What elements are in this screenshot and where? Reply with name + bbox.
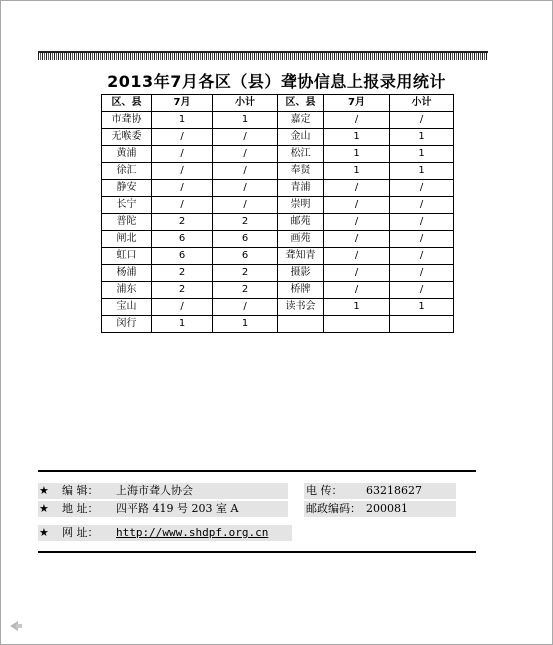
table-body [102, 112, 454, 333]
july-cell: / [324, 231, 390, 248]
july-cell: / [324, 112, 390, 129]
district-cell: 宝山 [102, 299, 152, 316]
district-cell: 奉贤 [278, 163, 324, 180]
district-cell: 杨浦 [102, 265, 152, 282]
district-cell: 徐汇 [102, 163, 152, 180]
district-cell: 黄浦 [102, 146, 152, 163]
district-cell: 静安 [102, 180, 152, 197]
july-cell: 1 [324, 129, 390, 146]
subtotal-cell: / [213, 146, 278, 163]
subtotal-cell: / [390, 248, 454, 265]
district-cell: 金山 [278, 129, 324, 146]
table-header-row [102, 95, 454, 112]
subtotal-cell [390, 316, 454, 333]
address-label: 地 址： [62, 502, 99, 515]
subtotal-cell: / [390, 180, 454, 197]
district-cell: 读书会 [278, 299, 324, 316]
july-cell: 6 [152, 248, 213, 265]
subtotal-cell: / [213, 197, 278, 214]
july-cell: 1 [152, 316, 213, 333]
july-cell: 2 [152, 214, 213, 231]
july-cell: / [152, 299, 213, 316]
july-cell: 2 [152, 265, 213, 282]
subtotal-cell: / [390, 231, 454, 248]
subtotal-cell: 2 [213, 214, 278, 231]
postcode-label: 邮政编码： [306, 502, 361, 515]
footer-bottom-rule [38, 551, 476, 553]
header-rule-cap [38, 51, 488, 53]
subtotal-cell: / [390, 265, 454, 282]
july-cell: / [152, 129, 213, 146]
july-cell: / [324, 197, 390, 214]
district-cell: 普陀 [102, 214, 152, 231]
header-district: 区、县 [102, 95, 152, 112]
subtotal-cell: 1 [390, 299, 454, 316]
table-row [102, 231, 454, 248]
july-cell: / [152, 197, 213, 214]
subtotal-cell: / [390, 214, 454, 231]
subtotal-cell: 6 [213, 231, 278, 248]
district-cell: 松江 [278, 146, 324, 163]
july-cell: / [324, 282, 390, 299]
star-icon: ★ [39, 502, 49, 515]
subtotal-cell: / [213, 299, 278, 316]
postcode-value: 200081 [366, 502, 408, 515]
table-row [102, 163, 454, 180]
july-cell: / [324, 248, 390, 265]
subtotal-cell: 6 [213, 248, 278, 265]
footer-row-address [38, 499, 478, 517]
district-cell: 闵行 [102, 316, 152, 333]
table-row [102, 214, 454, 231]
table-row [102, 146, 454, 163]
district-cell: 聋知青 [278, 248, 324, 265]
july-cell: 1 [324, 146, 390, 163]
july-cell: 6 [152, 231, 213, 248]
subtotal-cell: 1 [390, 129, 454, 146]
footer-row-editor [38, 481, 478, 499]
subtotal-cell: / [213, 163, 278, 180]
star-icon: ★ [39, 526, 49, 539]
july-cell: 1 [324, 163, 390, 180]
table-row [102, 299, 454, 316]
table-row [102, 316, 454, 333]
subtotal-cell: / [213, 129, 278, 146]
july-cell: / [324, 180, 390, 197]
july-cell: / [324, 214, 390, 231]
header-july: 7月 [152, 95, 213, 112]
phone-value: 63218627 [366, 484, 422, 497]
website-link[interactable]: http://www.shdpf.org.cn [116, 526, 269, 539]
footer-row-website [38, 523, 478, 541]
district-cell: 摄影 [278, 265, 324, 282]
header-july: 7月 [324, 95, 390, 112]
table-row [102, 129, 454, 146]
subtotal-cell: 1 [213, 316, 278, 333]
district-cell: 无喉委 [102, 129, 152, 146]
july-cell: / [324, 265, 390, 282]
table-row [102, 282, 454, 299]
table-row [102, 112, 454, 129]
district-cell: 崇明 [278, 197, 324, 214]
header-district: 区、县 [278, 95, 324, 112]
back-arrow-tail [16, 624, 22, 628]
table-row [102, 197, 454, 214]
subtotal-cell: 1 [390, 146, 454, 163]
district-cell: 画苑 [278, 231, 324, 248]
web-label: 网 址： [62, 526, 99, 539]
statistics-table [101, 94, 454, 333]
subtotal-cell: 1 [390, 163, 454, 180]
july-cell: / [152, 163, 213, 180]
july-cell: 2 [152, 282, 213, 299]
district-cell: 嘉定 [278, 112, 324, 129]
subtotal-cell: / [390, 112, 454, 129]
table-row [102, 180, 454, 197]
table-row [102, 248, 454, 265]
district-cell: 青浦 [278, 180, 324, 197]
district-cell: 虹口 [102, 248, 152, 265]
district-cell: 浦东 [102, 282, 152, 299]
july-cell: 1 [324, 299, 390, 316]
district-cell [278, 316, 324, 333]
district-cell: 市聋协 [102, 112, 152, 129]
footer-top-rule [38, 470, 476, 472]
document-title: 2013年7月各区（县）聋协信息上报录用统计 [107, 72, 446, 91]
district-cell: 长宁 [102, 197, 152, 214]
july-cell: / [152, 146, 213, 163]
subtotal-cell: / [390, 282, 454, 299]
editor-value: 上海市聋人协会 [116, 484, 193, 497]
star-icon: ★ [39, 484, 49, 497]
july-cell: / [152, 180, 213, 197]
header-subtotal: 小计 [390, 95, 454, 112]
subtotal-cell: 1 [213, 112, 278, 129]
district-cell: 邮苑 [278, 214, 324, 231]
subtotal-cell: 2 [213, 282, 278, 299]
subtotal-cell: 2 [213, 265, 278, 282]
phone-label: 电 传： [306, 484, 343, 497]
table-row [102, 265, 454, 282]
subtotal-cell: / [213, 180, 278, 197]
header-subtotal: 小计 [213, 95, 278, 112]
district-cell: 桥牌 [278, 282, 324, 299]
editor-label: 编 辑： [62, 484, 99, 497]
july-cell [324, 316, 390, 333]
subtotal-cell: / [390, 197, 454, 214]
address-value: 四平路 419 号 203 室 A [116, 502, 239, 515]
july-cell: 1 [152, 112, 213, 129]
district-cell: 闸北 [102, 231, 152, 248]
